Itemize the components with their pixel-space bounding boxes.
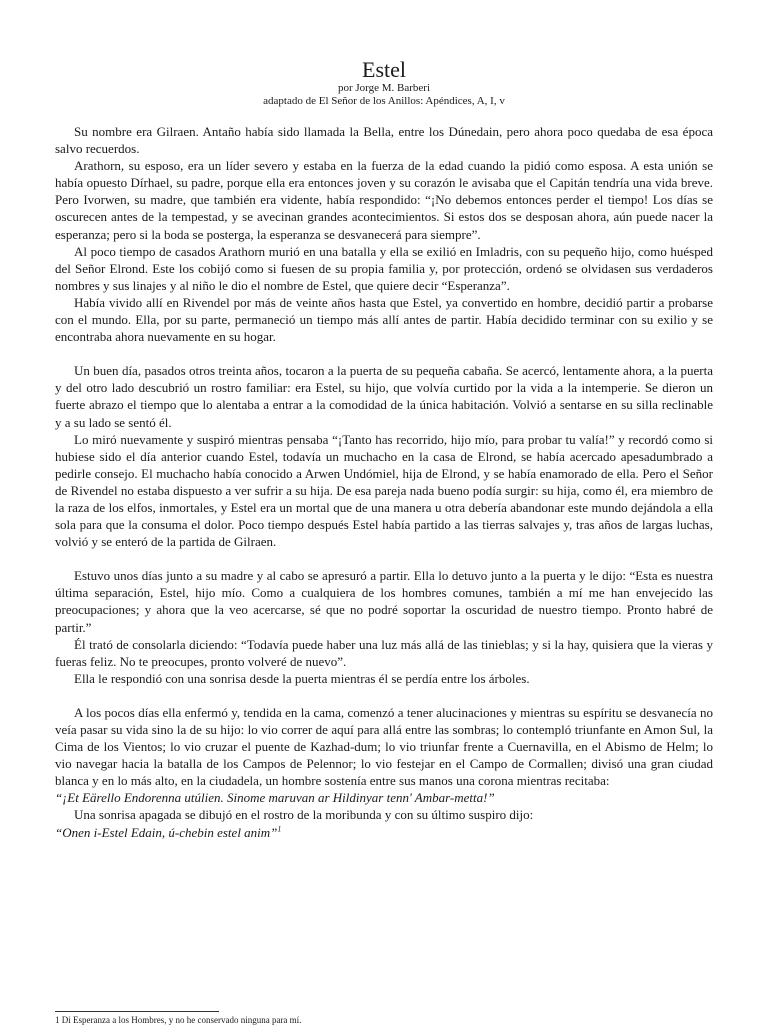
paragraph: Al poco tiempo de casados Arathorn murió en una batalla y ella se exilió en Imladris, con su pequeño hijo, como huésped del Señor Elrond. Este los cobijó como si fuesen de su propia familia y, por protección, ordenó se olvidasen sus verdaderos nombres y sus linajes y al niño le dio el nombre de Estel, que quiere decir “Esperanza”. (55, 243, 713, 293)
footnote: 1 Di Esperanza a los Hombres, y no he conservado ninguna para mí. (55, 1015, 302, 1025)
footnote-divider (55, 1011, 219, 1012)
paragraph: Ella le respondió con una sonrisa desde la puerta mientras él se perdía entre los árboles. (74, 670, 530, 686)
paragraph: A los pocos días ella enfermó y, tendida en la cama, comenzó a tener alucinaciones y mientras su espíritu se desvanecía no veía pasar su vida sino la de su hijo: lo vio correr de aquí para allá entre las sombras; lo contempló triunfante en Amon Sul, la Cima de los Vientos; lo vio cruzar el puente de Kazhad-dum; lo vio triunfar frente a Cuernavilla, en el Abismo de Helm; lo vio navegar hacia la batalla de los Campos de Pelennor; lo vio festejar en el Campo de Cormallen; divisó una gran ciudad blanca y en lo más alto, en la ciudadela, un hombre sostenía entre sus manos una corona mientras recitaba: (55, 704, 713, 789)
paragraph: Una sonrisa apagada se dibujó en el rostro de la moribunda y con su último suspiro dijo: (74, 807, 534, 823)
story-body (55, 123, 713, 841)
paragraph: Había vivido allí en Rivendel por más de veinte años hasta que Estel, ya convertido en hombre, decidió partir a probarse con el mundo. Ella, por su parte, permaneció un tiempo más allí antes de partir. Había decidido terminar con su exilio y se encontraba ahora nuevamente en su hogar. (55, 294, 713, 345)
paragraph: Su nombre era Gilraen. Antaño había sido llamada la Bella, entre los Dúnedain, pero ahora poco quedaba de esa época salvo recuerdos. (55, 124, 713, 157)
document-page (55, 58, 713, 841)
paragraph: Un buen día, pasados otros treinta años, tocaron a la puerta de su pequeña cabaña. Se acercó, lentamente ahora, a la puerta y del otro lado descubrió un rostro familiar: era Estel, su hijo, que volvía curtido por la vida a la intemperie. Se dieron un fuerte abrazo el tiempo que lo alentaba a entrar a la comodidad de la única habitación. Volvió a sentarse en su silla reclinable y a su lado se sentó él. (55, 363, 713, 430)
document-title: Estel (362, 57, 406, 82)
footnote-marker[interactable]: 1 (277, 824, 282, 834)
final-quote-text: “Onen i-Estel Edain, ú-chebin estel anim” (55, 824, 278, 840)
paragraph: Él trató de consolarla diciendo: “Todavía puede haber una luz más allá de las tinieblas; y si la hay, quisiera que la vieras y fueras feliz. No te preocupes, pronto volveré de nuevo”. (55, 636, 713, 669)
final-quote (55, 824, 713, 841)
source-note: adaptado de El Señor de los Anillos: Apéndices, A, I, v (263, 95, 505, 107)
paragraph: Arathorn, su esposo, era un líder severo y estaba en la fuerza de la edad cuando la pidió como esposa. A esta unión se había opuesto Dírhael, su padre, porque ella era entonces joven y su corazón le avisaba que el Capitán tendría una vida breve. Pero Ivorwen, su madre, que también era vidente, había respondido: “¡No debemos entonces perder el tiempo! Los días se oscurecen antes de la tempestad, y se avecinan grandes acontecimientos. Si estos dos se desposan ahora, aún puede nacer la esperanza; pero si la boda se posterga, la esperanza se desvanecerá para siempre”. (55, 158, 713, 242)
paragraph: Lo miró nuevamente y suspiró mientras pensaba “¡Tanto has recorrido, hijo mío, para probar tu valía!” y recordó como si hubiese sido el día anterior cuando Estel, todavía un muchacho en la casa de Elrond, se había acercado apesadumbrado a pedirle consejo. El muchacho había conocido a Arwen Undómiel, hija de Elrond, y se había enamorado de ella. Pero el Señor de Rivendel no estaba dispuesto a ver sufrir a su hija. De esa pareja nada bueno podía surgir: su hija, como él, era miembro de la raza de los elfos, inmortales, y Estel era un mortal que de una manera u otra debería abandonar este mundo dejándola a ella sola para que la consuma el dolor. Poco tiempo después Estel había partido a las tierras salvajes y, tras años de largas luchas, volvió y se enteró de la partida de Gilraen. (55, 431, 713, 550)
author-byline: por Jorge M. Barberi (337, 82, 431, 94)
paragraph: Estuvo unos días junto a su madre y al cabo se apresuró a partir. Ella lo detuvo junto a la puerta y le dijo: “Esta es nuestra última separación, Estel, hijo mío. Como a cualquiera de los hombres comunes, también a mí me han envejecido las preocupaciones; y ahora que la veo acercarse, sé que no podré soportar la oscuridad de nuestro tiempo. Pronto habré de partir.” (55, 568, 713, 635)
elvish-quote: “¡Et Eärello Endorenna utúlien. Sinome maruvan ar Hildinyar tenn' Ambar-metta!” (55, 790, 495, 806)
